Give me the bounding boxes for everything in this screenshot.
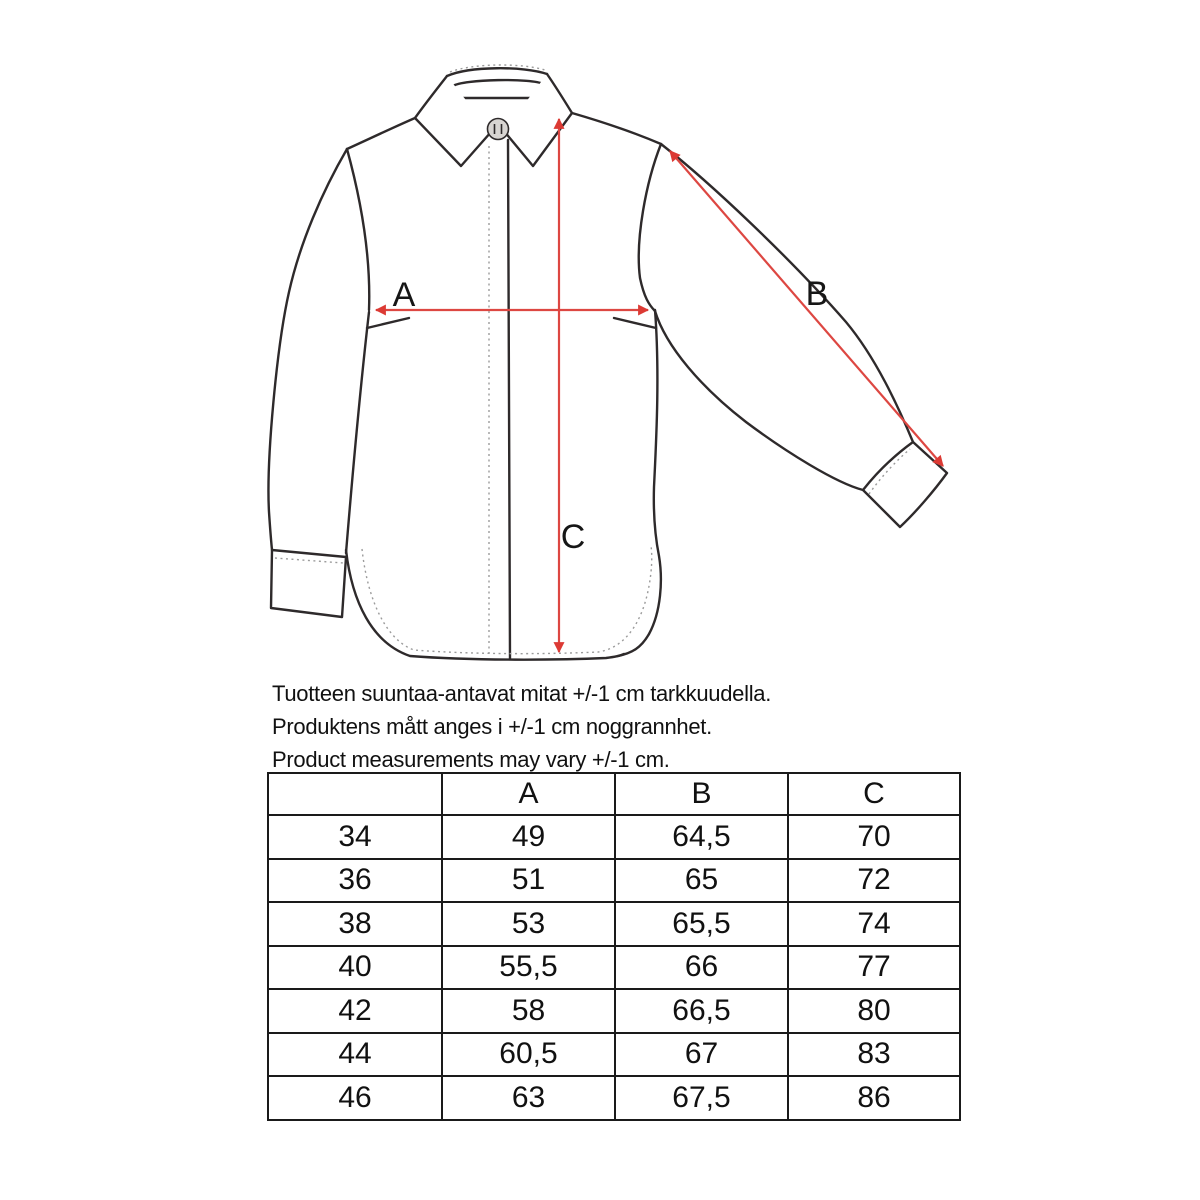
measurement-cell: 67,5 — [615, 1076, 788, 1120]
measurement-cell: 86 — [788, 1076, 960, 1120]
measurement-cell: 70 — [788, 815, 960, 859]
measurement-cell: 63 — [442, 1076, 615, 1120]
table-row — [268, 989, 960, 1033]
note-swedish: Produktens mått anges i +/-1 cm noggrannhet. — [272, 714, 712, 739]
note-english: Product measurements may vary +/-1 cm. — [272, 747, 670, 772]
right-shoulder-seam — [572, 113, 661, 144]
size-cell: 34 — [268, 815, 442, 859]
neck-button — [488, 119, 509, 140]
table-row — [268, 859, 960, 903]
table-row — [268, 946, 960, 990]
measurement-cell: 60,5 — [442, 1033, 615, 1077]
size-table-header-c: C — [788, 773, 960, 815]
measurement-cell: 74 — [788, 902, 960, 946]
measurement-cell: 58 — [442, 989, 615, 1033]
right-collar-leaf — [504, 74, 572, 166]
note-finnish: Tuotteen suuntaa-antavat mitat +/-1 cm tarkkuudella. — [272, 681, 772, 706]
right-sleeve-top-edge — [661, 144, 913, 442]
collar-band-outer-edge — [447, 68, 547, 76]
left-shoulder-seam — [347, 118, 415, 149]
measurement-cell: 67 — [615, 1033, 788, 1077]
table-row — [268, 1076, 960, 1120]
measurement-cell: 49 — [442, 815, 615, 859]
label-a: A — [392, 276, 416, 314]
left-armhole-seam — [347, 149, 369, 310]
size-cell: 42 — [268, 989, 442, 1033]
measurement-notes — [272, 677, 771, 776]
table-row — [268, 815, 960, 859]
measurement-cell: 72 — [788, 859, 960, 903]
placket-center-front-line — [508, 140, 510, 659]
right-armhole-seam — [639, 144, 661, 311]
body-hem-outline — [346, 550, 624, 660]
label-c: C — [560, 518, 586, 556]
measurement-cell: 65 — [615, 859, 788, 903]
size-cell: 36 — [268, 859, 442, 903]
table-row — [268, 902, 960, 946]
size-cell: 40 — [268, 946, 442, 990]
measurement-cell: 83 — [788, 1033, 960, 1077]
size-cell: 44 — [268, 1033, 442, 1077]
measurement-cell: 64,5 — [615, 815, 788, 859]
measurement-cell: 51 — [442, 859, 615, 903]
hem-stitch-line — [362, 546, 652, 654]
left-collar-leaf — [415, 76, 491, 166]
measurement-cell: 77 — [788, 946, 960, 990]
right-body-side-seam — [618, 310, 661, 656]
size-cell: 38 — [268, 902, 442, 946]
size-table-header-size — [268, 773, 442, 815]
size-table-header-b: B — [615, 773, 788, 815]
right-chest-welt-pocket — [614, 318, 656, 328]
left-chest-welt-pocket — [367, 318, 409, 328]
collar-band-inner-edge — [453, 80, 543, 86]
left-sleeve-inner-edge — [346, 312, 369, 553]
left-sleeve-outer-edge — [269, 149, 347, 550]
size-table-header-a: A — [442, 773, 615, 815]
table-row — [268, 1033, 960, 1077]
size-table — [267, 772, 961, 1121]
measurement-cell: 55,5 — [442, 946, 615, 990]
size-cell: 46 — [268, 1076, 442, 1120]
measurement-cell: 80 — [788, 989, 960, 1033]
label-b: B — [805, 275, 829, 313]
measurement-cell: 53 — [442, 902, 615, 946]
size-table-header-row — [268, 773, 960, 815]
measurement-cell: 66,5 — [615, 989, 788, 1033]
measurement-cell: 65,5 — [615, 902, 788, 946]
measurement-cell: 66 — [615, 946, 788, 990]
size-table-body — [268, 815, 960, 1120]
